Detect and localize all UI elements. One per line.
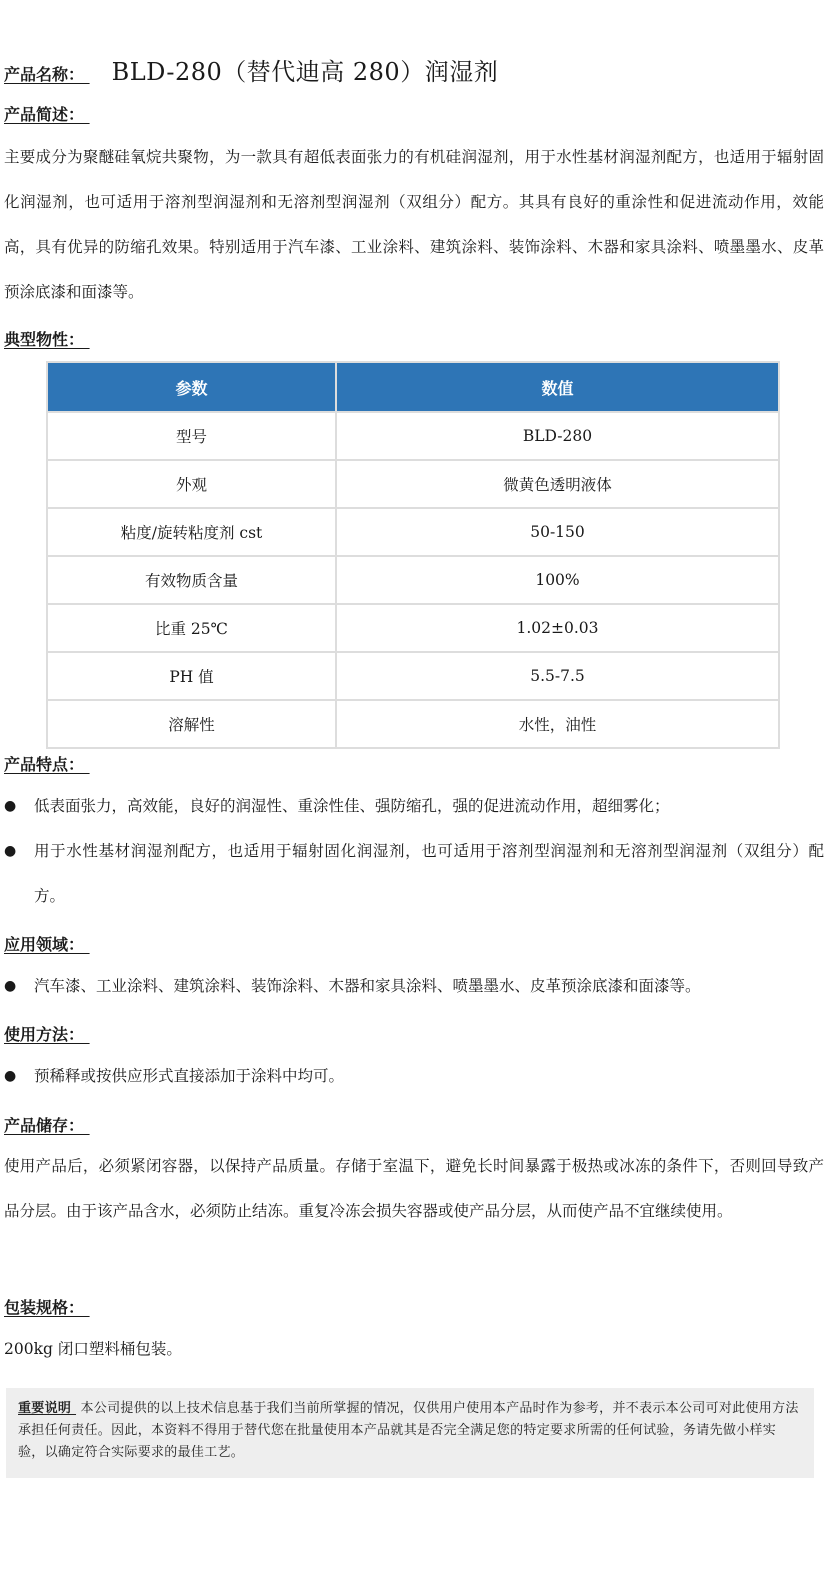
storage-heading: 产品储存： (4, 1116, 90, 1135)
usage-heading: 使用方法： (4, 1025, 90, 1044)
parameter-cell: 外观 (47, 460, 336, 508)
notice-text: 本公司提供的以上技术信息基于我们当前所掌握的情况，仅供用户使用本产品时作为参考，并不表示本公司可对此使用方法承担任何责任。因此，本资料不得用于替代您在批量使用本产品就其是否完全满足您的特定要求所需的任何试验，务请先做小样实验，以确定符合实际要求的最佳工艺。 (18, 1401, 799, 1460)
applications-heading: 应用领域： (4, 935, 90, 954)
table-row (47, 460, 779, 508)
important-notice (6, 1388, 814, 1478)
properties-heading: 典型物性： (4, 330, 90, 349)
application-item: 汽车漆、工业涂料、建筑涂料、装饰涂料、木器和家具涂料、喷墨墨水、皮革预涂底漆和面漆等。 (34, 977, 701, 995)
list-item (4, 964, 824, 1009)
value-cell: 微黄色透明液体 (336, 460, 779, 508)
description-text: 主要成分为聚醚硅氧烷共聚物，为一款具有超低表面张力的有机硅润湿剂，用于水性基材润湿剂配方，也适用于辐射固化润湿剂，也可适用于溶剂型润湿剂和无溶剂型润湿剂（双组分）配方。其具有良好的重涂性和促进流动作用，效能高，具有优异的防缩孔效果。特别适用于汽车漆、工业涂料、建筑涂料、装饰涂料、木器和家具涂料、喷墨墨水、皮革预涂底漆和面漆等。 (4, 148, 824, 301)
parameter-cell: 型号 (47, 412, 336, 460)
table-row (47, 412, 779, 460)
value-cell: 100% (336, 556, 779, 604)
bullet-icon: ● (4, 1068, 17, 1084)
features-heading: 产品特点： (4, 755, 90, 774)
table-row (47, 700, 779, 748)
notice-label: 重要说明 (18, 1401, 77, 1416)
table-header-row (47, 362, 779, 412)
storage-text: 使用产品后，必须紧闭容器，以保持产品质量。存储于室温下，避免长时间暴露于极热或冰冻的条件下，否则回导致产品分层。由于该产品含水，必须防止结冻。重复冷冻会损失容器或使产品分层，从而使产品不宜继续使用。 (4, 1157, 824, 1220)
product-name: BLD-280（替代迪高 280）润湿剂 (111, 58, 499, 86)
parameter-cell: 有效物质含量 (47, 556, 336, 604)
parameter-cell: PH 值 (47, 652, 336, 700)
list-item (4, 784, 824, 829)
value-cell: 1.02±0.03 (336, 604, 779, 652)
table-row (47, 604, 779, 652)
parameter-cell: 比重 25℃ (47, 604, 336, 652)
list-item (4, 1054, 824, 1099)
properties-table (46, 361, 780, 749)
bullet-icon: ● (4, 843, 17, 859)
column-header-value: 数值 (336, 362, 779, 412)
list-item (4, 829, 824, 919)
packaging-heading: 包装规格： (4, 1298, 90, 1317)
packaging-text: 200kg 闭口塑料桶包装。 (4, 1340, 182, 1358)
description-heading: 产品简述： (4, 105, 90, 124)
feature-item: 用于水性基材润湿剂配方，也适用于辐射固化润湿剂，也可适用于溶剂型润湿剂和无溶剂型润湿剂（双组分）配方。 (34, 842, 824, 905)
usage-item: 预稀释或按供应形式直接添加于涂料中均可。 (34, 1067, 345, 1085)
value-cell: 5.5-7.5 (336, 652, 779, 700)
parameter-cell: 溶解性 (47, 700, 336, 748)
table-row (47, 508, 779, 556)
product-title-row (4, 52, 498, 87)
bullet-icon: ● (4, 798, 17, 814)
table-row (47, 652, 779, 700)
product-name-label: 产品名称： (4, 65, 90, 84)
value-cell: BLD-280 (336, 412, 779, 460)
bullet-icon: ● (4, 978, 17, 994)
feature-item: 低表面张力，高效能，良好的润湿性、重涂性佳、强防缩孔，强的促进流动作用，超细雾化； (34, 797, 670, 815)
table-row (47, 556, 779, 604)
value-cell: 50-150 (336, 508, 779, 556)
column-header-parameter: 参数 (47, 362, 336, 412)
parameter-cell: 粘度/旋转粘度剂 cst (47, 508, 336, 556)
value-cell: 水性，油性 (336, 700, 779, 748)
